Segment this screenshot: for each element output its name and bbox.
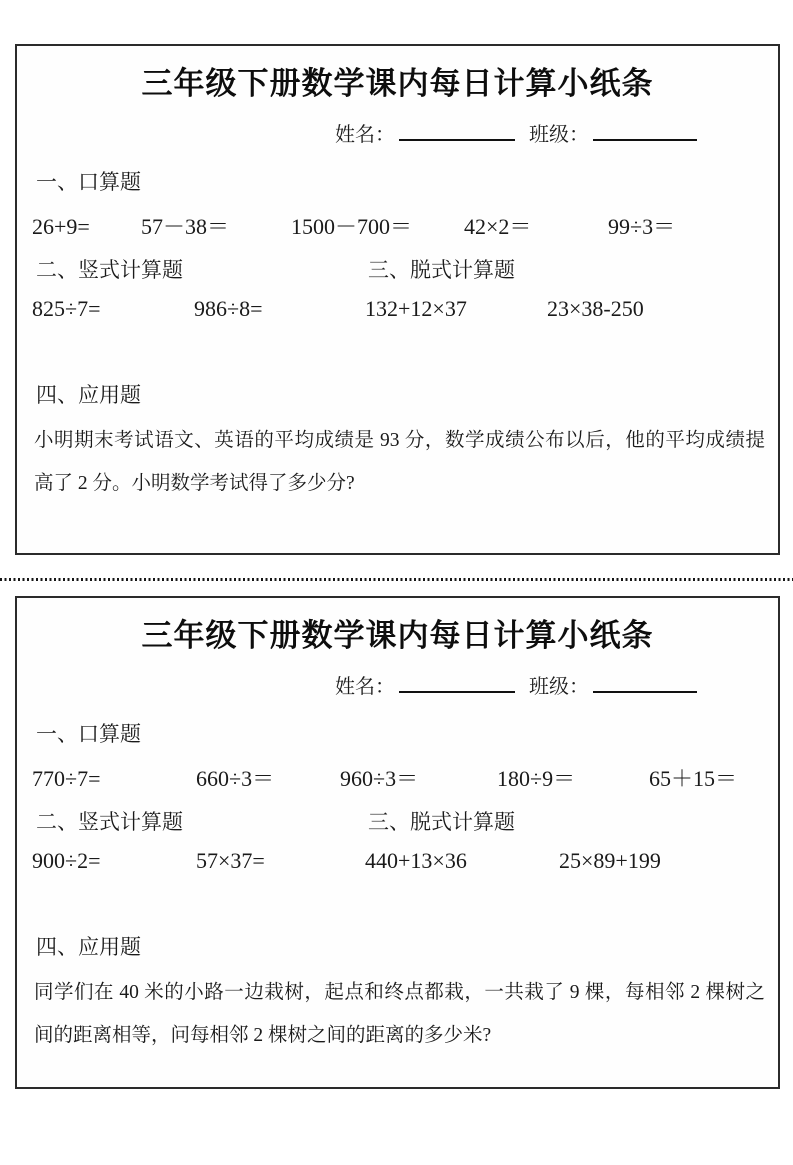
vertical-calc-header: 二、竖式计算题: [36, 258, 183, 282]
oral-section-header: 一、口算题: [36, 722, 141, 746]
word-problem-text: 同学们在 40 米的小路一边栽树，起点和终点都栽，一共栽了 9 棵，每相邻 2 棵树之间的距离相等，问每相邻 2 棵树之间的距离的多少米?: [34, 982, 765, 1046]
math-problem: 57×37=: [196, 848, 265, 873]
word-section-header: 四、应用题: [36, 935, 141, 959]
math-problem: 960÷3＝: [340, 766, 419, 791]
calc-problems-row: [17, 296, 778, 322]
class-label: 班级：: [529, 124, 589, 146]
name-blank-line: [399, 672, 515, 693]
math-problem: 900÷2=: [32, 848, 101, 873]
worksheet-card-1: [15, 44, 780, 555]
math-problem: 65＋15＝: [649, 766, 738, 791]
math-problem: 770÷7=: [32, 766, 101, 791]
calc-section-headers: [17, 254, 778, 284]
worksheet-title: 三年级下册数学课内每日计算小纸条: [141, 618, 654, 653]
offform-calc-header: 三、脱式计算题: [368, 258, 515, 282]
offform-calc-header: 三、脱式计算题: [368, 810, 515, 834]
math-problem: 440+13×36: [365, 848, 467, 873]
math-problem: 57－38＝: [141, 214, 230, 239]
math-problem: 42×2＝: [464, 214, 532, 239]
class-label: 班级：: [529, 676, 589, 698]
calc-section-headers: [17, 806, 778, 836]
word-problem-text: 小明期末考试语文、英语的平均成绩是 93 分，数学成绩公布以后，他的平均成绩提高了 2 分。小明数学考试得了多少分?: [34, 430, 765, 494]
dotted-cut-line: [0, 578, 793, 581]
worksheet-title: 三年级下册数学课内每日计算小纸条: [141, 66, 654, 101]
math-problem: 1500－700＝: [291, 214, 413, 239]
word-section-header: 四、应用题: [36, 383, 141, 407]
math-problem: 660÷3＝: [196, 766, 275, 791]
calc-problems-row: [17, 848, 778, 874]
name-class-row: [17, 670, 778, 699]
math-problem: 825÷7=: [32, 296, 101, 321]
math-problem: 132+12×37: [365, 296, 467, 321]
name-label: 姓名：: [335, 124, 395, 146]
math-problem: 25×89+199: [559, 848, 661, 873]
oral-section-header: 一、口算题: [36, 170, 141, 194]
name-label: 姓名：: [335, 676, 395, 698]
worksheet-card-2: [15, 596, 780, 1089]
math-problem: 180÷9＝: [497, 766, 576, 791]
class-blank-line: [593, 120, 697, 141]
class-blank-line: [593, 672, 697, 693]
oral-problems-row: [17, 210, 778, 241]
vertical-calc-header: 二、竖式计算题: [36, 810, 183, 834]
name-class-row: [17, 118, 778, 147]
math-problem: 26+9=: [32, 214, 90, 239]
math-problem: 986÷8=: [194, 296, 263, 321]
math-problem: 23×38-250: [547, 296, 644, 321]
oral-problems-row: [17, 762, 778, 793]
name-blank-line: [399, 120, 515, 141]
math-problem: 99÷3＝: [608, 214, 676, 239]
